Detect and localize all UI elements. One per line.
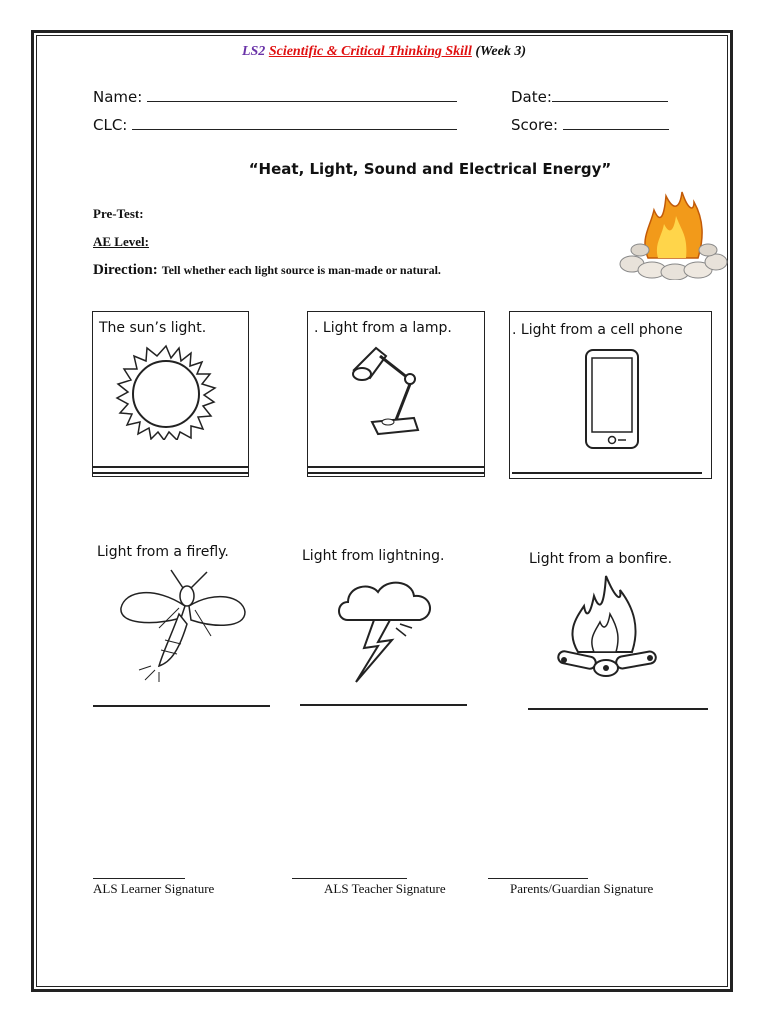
name-blank[interactable] [147,87,457,102]
week-label: (Week 3) [475,44,527,59]
item-card-lamp [307,311,485,477]
campfire-icon [618,188,728,280]
bonfire-icon [554,572,660,680]
score-field [511,115,669,134]
clc-label: CLC: [93,116,128,134]
answer-line[interactable] [300,704,467,706]
answer-line[interactable] [93,705,270,707]
date-blank[interactable] [552,87,668,102]
pretest-label: Pre-Test: [93,206,144,221]
answer-line[interactable] [512,472,702,474]
learner-signature-label: ALS Learner Signature [93,881,215,896]
direction-label: Direction: [93,262,158,278]
ae-level-label: AE Level: [93,234,149,249]
lightning-cloud-icon [334,576,438,684]
teacher-signature-label: ALS Teacher Signature [324,881,446,896]
item-caption: Light from a firefly. [97,544,229,560]
lamp-icon [348,342,438,442]
answer-line[interactable] [528,708,708,710]
name-field [93,87,457,106]
item-card-cell-phone [509,311,712,479]
learner-signature-line[interactable] [93,878,185,879]
skill-title: Scientific & Critical Thinking Skill [268,44,472,59]
item-card-sun [92,311,249,477]
answer-line[interactable] [308,466,484,468]
cell-phone-icon [582,348,642,452]
item-caption: Light from lightning. [302,548,445,564]
firefly-icon [115,566,250,682]
item-caption: . Light from a cell phone [512,322,683,338]
item-caption: The sun’s light. [99,320,207,336]
teacher-signature-line[interactable] [292,878,407,879]
date-field [511,87,668,106]
score-label: Score: [511,116,559,134]
direction-line [93,261,441,279]
item-caption: Light from a bonfire. [529,551,673,567]
score-blank[interactable] [563,115,669,130]
date-label: Date: [511,88,552,106]
clc-field [93,115,457,134]
direction-text: Tell whether each light source is man-made or natural. [161,263,441,277]
clc-blank[interactable] [132,115,457,130]
item-caption: . Light from a lamp. [314,320,452,336]
sun-icon [107,340,225,440]
answer-line[interactable] [308,472,484,474]
answer-line[interactable] [93,466,248,468]
worksheet-title: “Heat, Light, Sound and Electrical Energy” [248,160,612,178]
answer-line[interactable] [93,472,248,474]
worksheet-header [0,44,768,60]
ls2-label: LS2 [241,44,266,59]
name-label: Name: [93,88,143,106]
parents-signature-line[interactable] [488,878,588,879]
parents-signature-label: Parents/Guardian Signature [510,881,654,896]
